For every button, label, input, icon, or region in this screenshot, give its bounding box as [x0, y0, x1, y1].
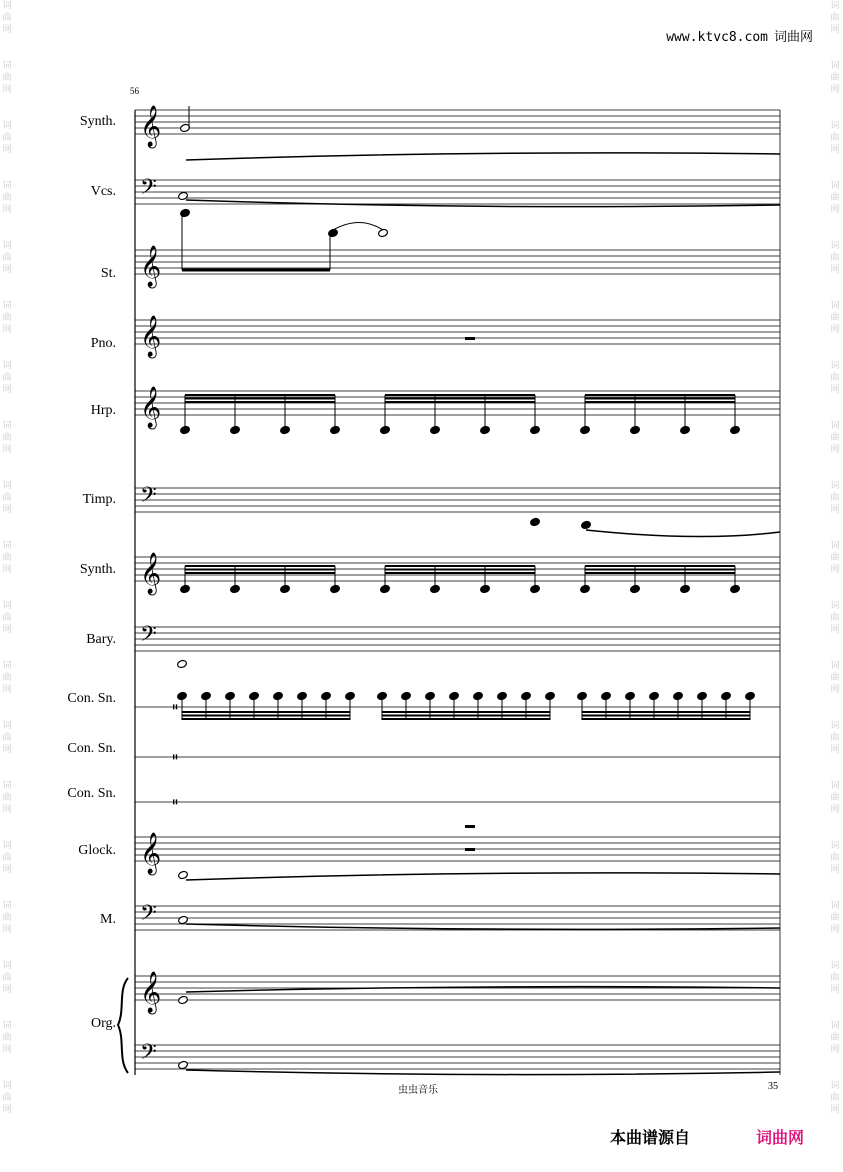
- harp-note: [580, 425, 591, 434]
- snare-note: [745, 691, 756, 700]
- snare-note: [601, 691, 612, 700]
- harp-note: [380, 425, 391, 434]
- snare-note: [297, 691, 308, 700]
- snare-note: [473, 691, 484, 700]
- instrument-label: Org.: [90, 1016, 116, 1031]
- synth-note: [530, 584, 541, 593]
- tie: [586, 530, 780, 537]
- synth-note: [280, 584, 291, 593]
- harp-note: [480, 425, 491, 434]
- snare-note: [497, 691, 508, 700]
- bass-clef-icon: 𝄢: [140, 622, 157, 652]
- whole-rest: [465, 825, 475, 828]
- slur: [333, 223, 383, 231]
- tie: [186, 987, 780, 992]
- snare-note: [201, 691, 212, 700]
- instrument-label: Pno.: [90, 336, 116, 351]
- half-note: [177, 659, 188, 668]
- treble-clef-icon: 𝄞: [140, 553, 162, 594]
- instrument-label: Con. Sn.: [67, 691, 116, 706]
- snare-note: [345, 691, 356, 700]
- harp-note: [180, 425, 191, 434]
- instrument-label: M.: [100, 912, 116, 927]
- snare-note: [321, 691, 332, 700]
- tie: [186, 200, 780, 207]
- instrument-label: Vcs.: [90, 184, 116, 199]
- notehead: [378, 228, 389, 237]
- tie: [186, 1070, 780, 1075]
- tie: [186, 873, 780, 880]
- snare-note: [425, 691, 436, 700]
- snare-note: [225, 691, 236, 700]
- synth-note: [630, 584, 641, 593]
- half-note: [178, 191, 189, 200]
- notehead: [180, 208, 191, 217]
- snare-note: [577, 691, 588, 700]
- synth-note: [180, 584, 191, 593]
- percussion-clef: 𝄥: [173, 795, 178, 811]
- instrument-label: Hrp.: [90, 403, 116, 418]
- synth-note: [730, 584, 741, 593]
- synth-note: [680, 584, 691, 593]
- snare-note: [449, 691, 460, 700]
- site-url[interactable]: www.ktvc8.com: [666, 30, 768, 45]
- treble-clef-icon: 𝄞: [140, 387, 162, 428]
- instrument-label: Synth.: [79, 114, 116, 129]
- treble-clef-icon: 𝄞: [140, 316, 162, 357]
- instrument-label: Con. Sn.: [67, 741, 116, 756]
- snare-note: [625, 691, 636, 700]
- treble-clef-icon: 𝄞: [140, 972, 162, 1013]
- snare-note: [177, 691, 188, 700]
- watermark-right: 词 曲 网 词 曲 网 词 曲 网 词 曲 网 词 曲 网 词 曲 网 词 曲 网 词 曲 网 词 曲 网 词 曲 网 词 曲 网 词 曲 网 词 曲 网 词 曲 网 词 曲 网 词 曲 网 词 曲 网 词 曲 网 词 曲 网: [830, 1, 840, 1115]
- half-note: [178, 1060, 189, 1069]
- snare-note: [401, 691, 412, 700]
- half-note: [178, 915, 189, 924]
- harp-note: [280, 425, 291, 434]
- snare-note: [377, 691, 388, 700]
- snare-note: [521, 691, 532, 700]
- harp-note: [530, 425, 541, 434]
- synth-note: [430, 584, 441, 593]
- percussion-clef: 𝄥: [173, 750, 178, 766]
- half-note: [178, 870, 189, 879]
- instrument-label: Con. Sn.: [67, 786, 116, 801]
- treble-clef-icon: 𝄞: [140, 246, 162, 287]
- synth-note: [330, 584, 341, 593]
- timpani-note: [530, 517, 541, 526]
- bass-clef-icon: 𝄢: [140, 1040, 157, 1070]
- synth-note: [380, 584, 391, 593]
- whole-rest: [465, 337, 475, 340]
- snare-note: [249, 691, 260, 700]
- instrument-label: St.: [100, 266, 116, 281]
- snare-note: [673, 691, 684, 700]
- tie: [186, 153, 780, 160]
- source-label: 本曲谱源自: [610, 1128, 691, 1147]
- source-brand[interactable]: 词曲网: [756, 1128, 805, 1147]
- snare-note: [273, 691, 284, 700]
- tie: [186, 924, 780, 929]
- timpani-note: [581, 520, 592, 529]
- harp-note: [230, 425, 241, 434]
- harp-note: [430, 425, 441, 434]
- notehead: [328, 228, 339, 237]
- measure-number: 56: [130, 86, 139, 96]
- synth-note: [480, 584, 491, 593]
- treble-clef-icon: 𝄞: [140, 833, 162, 874]
- instrument-label: Timp.: [82, 492, 116, 507]
- synth-note: [230, 584, 241, 593]
- bass-clef-icon: 𝄢: [140, 483, 157, 513]
- page-number: 35: [768, 1081, 778, 1092]
- snare-note: [721, 691, 732, 700]
- bass-clef-icon: 𝄢: [140, 175, 157, 205]
- site-name: 词曲网: [773, 30, 813, 45]
- instrument-label: Bary.: [86, 632, 116, 647]
- bass-clef-icon: 𝄢: [140, 901, 157, 931]
- snare-note: [649, 691, 660, 700]
- percussion-clef: 𝄥: [173, 700, 178, 716]
- organ-brace: [118, 978, 128, 1073]
- synth-note: [580, 584, 591, 593]
- harp-note: [630, 425, 641, 434]
- half-note: [178, 995, 189, 1004]
- harp-note: [730, 425, 741, 434]
- harp-note: [680, 425, 691, 434]
- whole-rest: [465, 848, 475, 851]
- snare-note: [697, 691, 708, 700]
- instrument-label: Glock.: [78, 843, 116, 858]
- watermark-left: 词 曲 网 词 曲 网 词 曲 网 词 曲 网 词 曲 网 词 曲 网 词 曲 网 词 曲 网 词 曲 网 词 曲 网 词 曲 网 词 曲 网 词 曲 网 词 曲 网 词 曲 网 词 曲 网 词 曲 网 词 曲 网 词 曲 网: [2, 1, 12, 1115]
- instrument-label: Synth.: [79, 562, 116, 577]
- harp-note: [330, 425, 341, 434]
- footer-publisher: 虫虫音乐: [398, 1085, 438, 1096]
- treble-clef-icon: 𝄞: [140, 106, 162, 147]
- snare-note: [545, 691, 556, 700]
